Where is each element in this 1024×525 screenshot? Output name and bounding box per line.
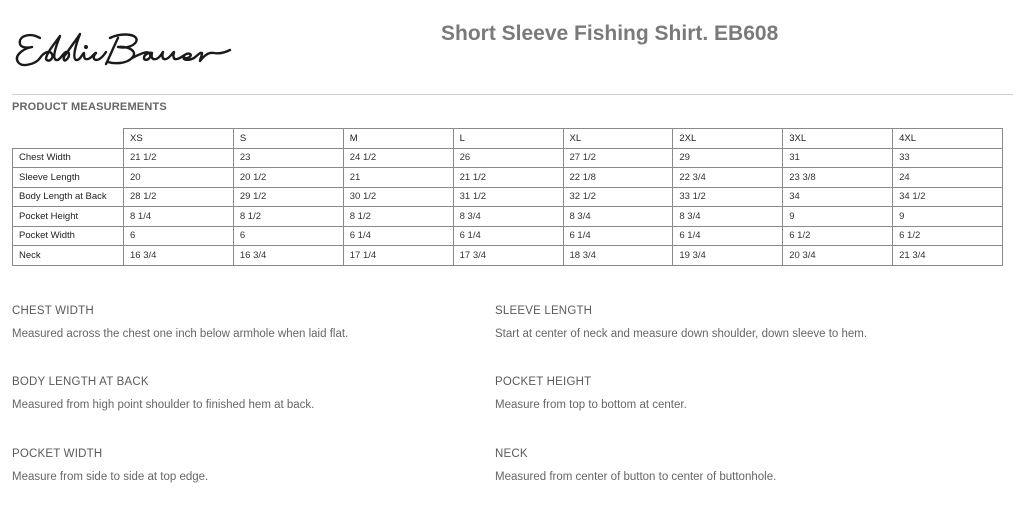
description-text: Measured across the chest one inch below armhole when laid flat. [12, 328, 349, 340]
table-cell: 26 [453, 148, 563, 168]
table-cell: 23 3/8 [783, 168, 893, 188]
table-cell: 21 1/2 [453, 168, 563, 188]
description-text: Measure from top to bottom at center. [495, 399, 687, 411]
table-cell: 9 [893, 207, 1003, 227]
table-cell: 6 1/4 [343, 226, 453, 246]
section-title: PRODUCT MEASUREMENTS [12, 101, 167, 113]
table-cell: 17 3/4 [453, 246, 563, 266]
table-cell: 22 1/8 [563, 168, 673, 188]
description-text: Measured from high point shoulder to finished hem at back. [12, 399, 315, 411]
table-cell: 22 3/4 [673, 168, 783, 188]
table-row [13, 207, 1003, 227]
table-cell: 6 1/2 [893, 226, 1003, 246]
table-cell: 21 [343, 168, 453, 188]
table-cell: 34 [783, 187, 893, 207]
row-label: Chest Width [13, 148, 124, 168]
description-text: Measure from side to side at top edge. [12, 471, 209, 483]
pocket-width-description [12, 448, 208, 483]
eddie-bauer-logo [10, 26, 232, 74]
table-cell: 9 [783, 207, 893, 227]
size-header: S [233, 129, 343, 149]
description-heading: SLEEVE LENGTH [495, 305, 593, 317]
size-header: 4XL [893, 129, 1003, 149]
table-cell: 24 1/2 [343, 148, 453, 168]
table-cell: 6 1/4 [563, 226, 673, 246]
row-label: Pocket Height [13, 207, 124, 227]
table-cell: 33 1/2 [673, 187, 783, 207]
table-cell: 32 1/2 [563, 187, 673, 207]
table-cell: 31 [783, 148, 893, 168]
table-cell: 6 1/4 [453, 226, 563, 246]
table-cell: 6 1/4 [673, 226, 783, 246]
description-text: Measured from center of button to center of buttonhole. [495, 471, 777, 483]
neck-description [495, 448, 776, 483]
description-heading: BODY LENGTH AT BACK [12, 376, 149, 388]
chest-width-description [12, 305, 348, 340]
table-cell: 16 3/4 [124, 246, 234, 266]
table-cell: 33 [893, 148, 1003, 168]
pocket-height-description [495, 376, 687, 411]
table-row [13, 187, 1003, 207]
table-cell: 8 3/4 [563, 207, 673, 227]
table-cell: 19 3/4 [673, 246, 783, 266]
table-cell: 31 1/2 [453, 187, 563, 207]
table-cell: 29 1/2 [233, 187, 343, 207]
size-header: 2XL [673, 129, 783, 149]
table-cell: 30 1/2 [343, 187, 453, 207]
table-cell: 20 1/2 [233, 168, 343, 188]
table-cell: 6 [233, 226, 343, 246]
description-heading: POCKET HEIGHT [495, 376, 592, 388]
table-cell: 18 3/4 [563, 246, 673, 266]
table-cell: 6 1/2 [783, 226, 893, 246]
page-title: Short Sleeve Fishing Shirt. EB608 [441, 22, 779, 45]
size-header: L [453, 129, 563, 149]
table-cell: 6 [124, 226, 234, 246]
table-cell: 17 1/4 [343, 246, 453, 266]
size-header: XS [124, 129, 234, 149]
table-cell: 8 3/4 [453, 207, 563, 227]
row-label: Neck [13, 246, 124, 266]
table-cell: 20 3/4 [783, 246, 893, 266]
description-heading: POCKET WIDTH [12, 448, 103, 460]
description-text: Start at center of neck and measure down shoulder, down sleeve to hem. [495, 328, 868, 340]
row-label: Pocket Width [13, 226, 124, 246]
table-cell: 29 [673, 148, 783, 168]
table-cell: 21 3/4 [893, 246, 1003, 266]
table-row [13, 168, 1003, 188]
sleeve-length-description [495, 305, 867, 340]
row-label: Body Length at Back [13, 187, 124, 207]
table-row [13, 226, 1003, 246]
body-length-description [12, 376, 314, 411]
table-cell: 34 1/2 [893, 187, 1003, 207]
measurements-table [12, 128, 1003, 266]
table-cell: 8 1/4 [124, 207, 234, 227]
row-label: Sleeve Length [13, 168, 124, 188]
table-cell: 20 [124, 168, 234, 188]
description-heading: NECK [495, 448, 528, 460]
table-corner-cell [13, 129, 124, 149]
table-cell: 27 1/2 [563, 148, 673, 168]
size-header: 3XL [783, 129, 893, 149]
eddie-bauer-logo-mark [10, 26, 232, 74]
size-header: XL [563, 129, 673, 149]
table-cell: 28 1/2 [124, 187, 234, 207]
table-row [13, 246, 1003, 266]
table-cell: 21 1/2 [124, 148, 234, 168]
description-heading: CHEST WIDTH [12, 305, 94, 317]
table-cell: 8 1/2 [233, 207, 343, 227]
table-row [13, 148, 1003, 168]
table-cell: 23 [233, 148, 343, 168]
table-header-row [13, 129, 1003, 149]
table-cell: 8 3/4 [673, 207, 783, 227]
size-header: M [343, 129, 453, 149]
header-divider [12, 94, 1013, 95]
table-cell: 8 1/2 [343, 207, 453, 227]
table-cell: 24 [893, 168, 1003, 188]
table-cell: 16 3/4 [233, 246, 343, 266]
